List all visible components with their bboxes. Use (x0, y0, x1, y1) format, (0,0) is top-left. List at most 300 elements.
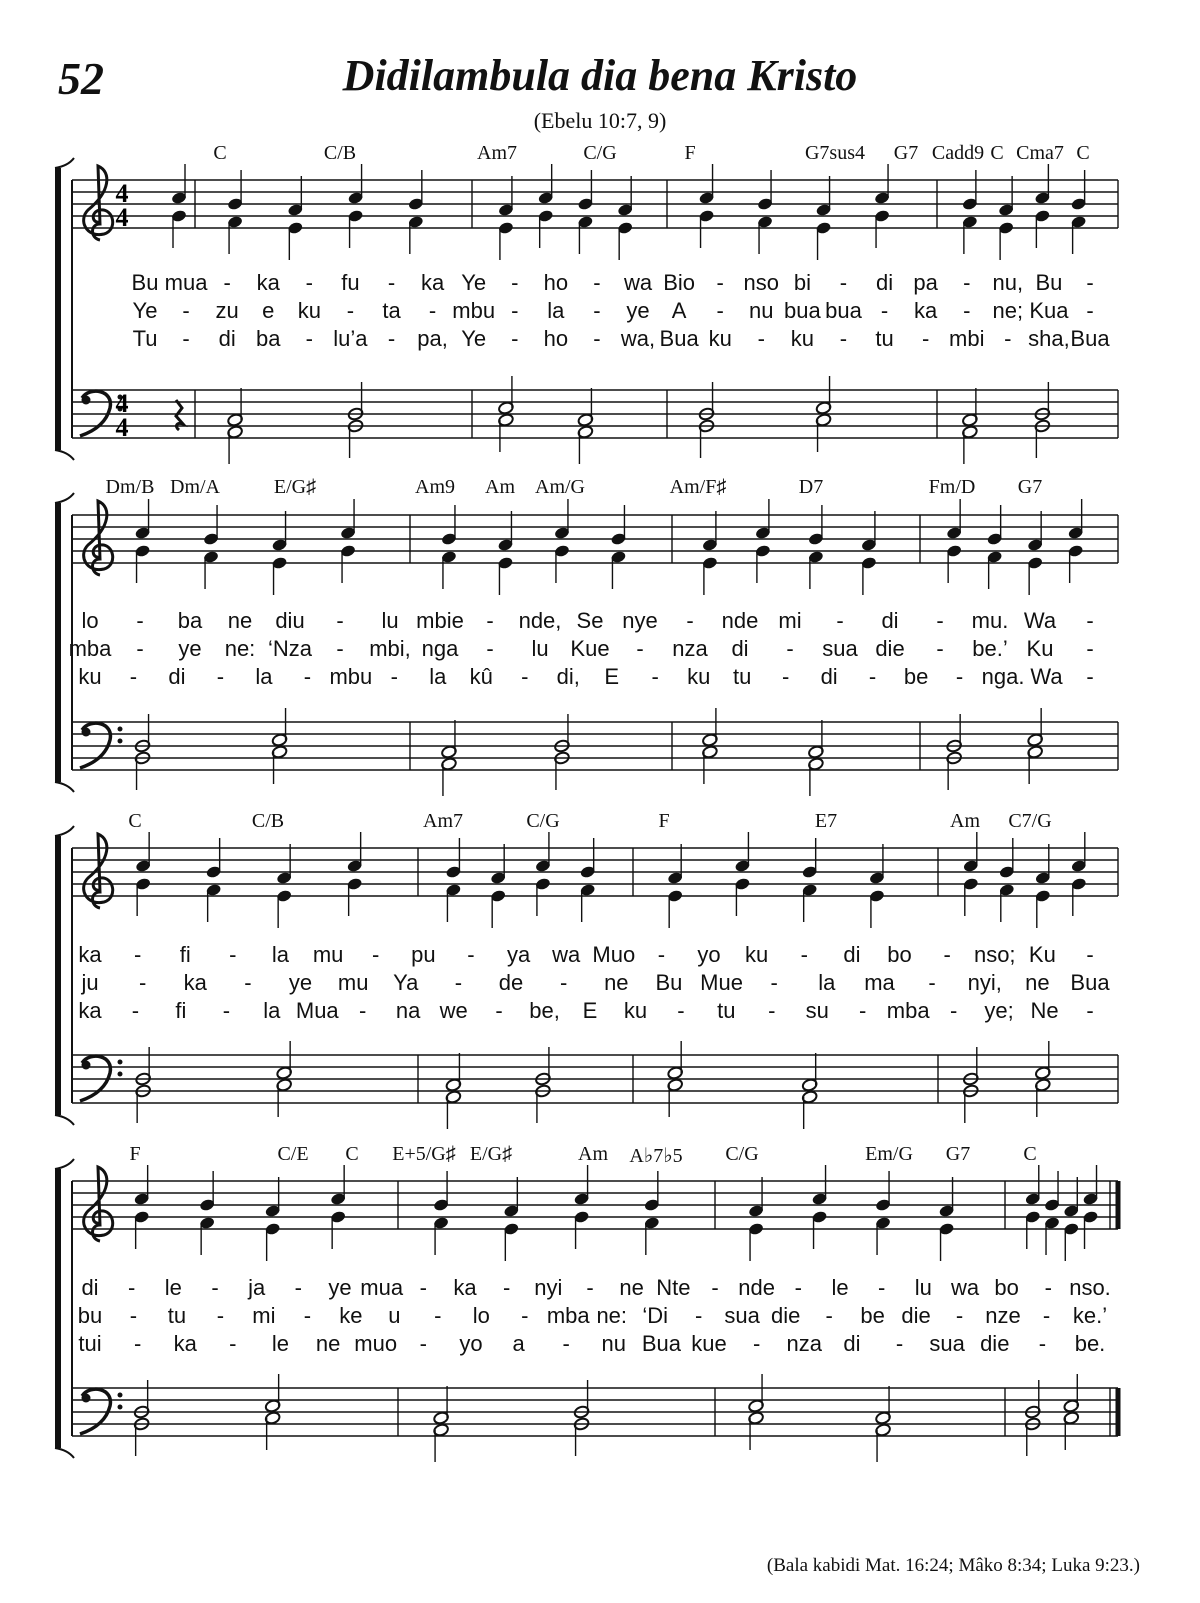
chord-symbol: Am (578, 1143, 608, 1165)
lyric-syllable: tu (875, 326, 894, 351)
lyric-hyphen: - (434, 1303, 442, 1328)
lyric-hyphen: - (839, 270, 848, 295)
lyric-syllable: a (512, 1331, 525, 1356)
lyric-syllable: sha, (1028, 326, 1070, 351)
lyric-hyphen: - (336, 636, 344, 661)
lyric-syllable: di (731, 636, 749, 661)
lyric-syllable: Kua (1029, 298, 1069, 323)
lyric-syllable: Bio (663, 270, 696, 295)
lyric-syllable: ne (604, 970, 629, 995)
time-signature-digit: 4 (115, 179, 129, 208)
lyric-hyphen: - (651, 664, 659, 689)
lyric-syllable: sua (724, 1303, 760, 1328)
lyric-hyphen: - (794, 1275, 802, 1300)
lyric-hyphen: - (138, 970, 147, 995)
lyric-syllable: bu (77, 1303, 103, 1328)
lyric-syllable: be.’ (972, 636, 1008, 661)
lyric-syllable: lu (381, 608, 399, 633)
lyric-hyphen: - (419, 1275, 427, 1300)
lyric-hyphen: - (686, 608, 694, 633)
lyric-syllable: ye (178, 636, 202, 661)
bass-clef-dot (118, 1393, 123, 1398)
lyric-syllable: ye (626, 298, 650, 323)
lyric-hyphen: - (880, 298, 889, 323)
lyric-syllable: di (820, 664, 838, 689)
lyric-hyphen: - (419, 1331, 427, 1356)
lyric-hyphen: - (768, 998, 776, 1023)
lyric-hyphen: - (129, 664, 138, 689)
chord-symbol: C/E (277, 1143, 309, 1165)
lyric-hyphen: - (963, 270, 971, 295)
lyric-hyphen: - (216, 1303, 225, 1328)
lyric-syllable: bua (784, 298, 821, 323)
lyric-syllable: yo (459, 1331, 483, 1356)
lyric-syllable: di (843, 942, 861, 967)
lyric-hyphen: - (1004, 326, 1012, 351)
lyric-syllable: die (770, 1303, 801, 1328)
chord-symbol: F (129, 1143, 141, 1165)
lyric-hyphen: - (955, 1303, 964, 1328)
lyric-hyphen: - (586, 1275, 594, 1300)
treble-clef (84, 1167, 113, 1241)
lyric-hyphen: - (303, 1303, 312, 1328)
lyric-syllable: die (875, 636, 905, 661)
lyric-syllable: ye (328, 1275, 352, 1300)
lyric-hyphen: - (454, 970, 463, 995)
chord-symbol: Am7 (423, 810, 463, 832)
lyric-hyphen: - (943, 942, 951, 967)
lyric-syllable: Mue (700, 970, 743, 995)
lyric-syllable: ku (745, 942, 769, 967)
bass-clef-dot (118, 739, 123, 744)
lyric-syllable: nga. (981, 664, 1025, 689)
lyric-hyphen: - (336, 608, 344, 633)
lyric-syllable: ku (708, 326, 732, 351)
lyric-hyphen: - (560, 970, 568, 995)
lyric-syllable: pa, (417, 326, 448, 351)
lyric-hyphen: - (216, 664, 225, 689)
lyric-hyphen: - (303, 664, 312, 689)
lyric-hyphen: - (305, 326, 314, 351)
lyric-syllable: nu (601, 1331, 627, 1356)
bass-clef-dot (82, 396, 91, 405)
lyric-syllable: Bu (1035, 270, 1063, 295)
lyric-syllable: lo (472, 1303, 490, 1328)
lyric-syllable: Bua (641, 1331, 681, 1356)
lyric-syllable: ba (177, 608, 203, 633)
lyric-syllable: ka (78, 942, 102, 967)
lyric-hyphen: - (131, 998, 140, 1023)
lyric-syllable: ku (687, 664, 711, 689)
lyric-hyphen: - (244, 970, 252, 995)
lyric-syllable: bi (793, 270, 811, 295)
lyric-syllable: bua (825, 298, 862, 323)
lyric-syllable: Ye (132, 298, 158, 323)
lyric-hyphen: - (949, 998, 958, 1023)
lyric-syllable: ne (227, 608, 253, 633)
lyric-syllable: mba (68, 636, 112, 661)
lyric-hyphen: - (677, 998, 685, 1023)
lyric-syllable: ye (288, 970, 313, 995)
chord-symbol: C/G (583, 142, 617, 164)
lyric-hyphen: - (511, 270, 519, 295)
lyric-syllable: nu (749, 298, 774, 323)
treble-clef (84, 166, 113, 240)
lyric-hyphen: - (305, 270, 314, 295)
lyric-syllable: ka (453, 1275, 477, 1300)
lyric-syllable: muo (354, 1331, 398, 1356)
chord-symbol: C/B (323, 142, 357, 164)
lyric-syllable: lo (81, 608, 99, 633)
lyric-syllable: nyi, (967, 970, 1002, 995)
lyric-syllable: ‘Nza (267, 636, 313, 661)
lyric-syllable: ne (1025, 970, 1050, 995)
lyric-syllable: ku (623, 998, 648, 1023)
lyric-syllable: mbu (452, 298, 496, 323)
lyric-syllable: e (262, 298, 275, 323)
lyric-syllable: fi (179, 942, 191, 967)
bass-clef-dot (118, 1405, 123, 1410)
lyric-hyphen: - (716, 298, 724, 323)
lyric-hyphen: - (129, 1303, 138, 1328)
lyric-hyphen: - (486, 636, 494, 661)
lyric-hyphen: - (593, 326, 601, 351)
lyric-syllable: di (218, 326, 236, 351)
lyric-syllable: ke (339, 1303, 363, 1328)
lyric-hyphen: - (593, 270, 601, 295)
lyric-hyphen: - (229, 1331, 237, 1356)
lyric-syllable: ku (790, 326, 815, 351)
treble-clef (84, 501, 113, 575)
lyric-syllable: u (388, 1303, 401, 1328)
lyric-hyphen: - (921, 326, 930, 351)
lyric-syllable: ka (420, 270, 445, 295)
lyric-syllable: Ya (393, 970, 419, 995)
lyric-syllable: fi (175, 998, 187, 1023)
chord-symbol: E/G♯ (273, 476, 317, 498)
lyric-syllable: de (498, 970, 524, 995)
bracket-hook-bottom (55, 1448, 74, 1458)
lyric-syllable: ke.’ (1072, 1303, 1108, 1328)
lyric-syllable: la (818, 970, 836, 995)
lyric-syllable: ne (619, 1275, 644, 1300)
lyric-syllable: ne (315, 1331, 341, 1356)
lyric-hyphen: - (223, 270, 231, 295)
chord-symbol: F (684, 142, 696, 164)
lyric-syllable: ta (382, 298, 401, 323)
lyric-hyphen: - (936, 608, 944, 633)
lyric-syllable: lu (531, 636, 549, 661)
bracket-hook-bottom (55, 782, 74, 792)
lyric-syllable: mba (546, 1303, 590, 1328)
lyric-hyphen: - (786, 636, 794, 661)
lyric-hyphen: - (182, 298, 190, 323)
lyric-hyphen: - (294, 1275, 302, 1300)
lyric-hyphen: - (495, 998, 503, 1023)
lyric-hyphen: - (222, 998, 231, 1023)
lyric-hyphen: - (839, 326, 848, 351)
lyric-syllable: mbie (416, 608, 464, 633)
chord-symbol: E/G♯ (469, 1143, 513, 1165)
hymn-number: 52 (58, 53, 104, 104)
chord-symbol: C (213, 142, 227, 164)
lyric-syllable: be (903, 664, 929, 689)
lyric-syllable: Bu (131, 270, 159, 295)
lyric-syllable: nde (738, 1275, 776, 1300)
lyric-hyphen: - (1086, 298, 1094, 323)
lyric-hyphen: - (895, 1331, 904, 1356)
lyric-syllable: la (263, 998, 281, 1023)
lyric-syllable: ka (78, 998, 102, 1023)
lyric-hyphen: - (1038, 1331, 1047, 1356)
lyric-syllable: mba (886, 998, 930, 1023)
lyric-hyphen: - (1086, 636, 1094, 661)
chord-symbol: C/B (251, 810, 285, 832)
bass-clef-dot (118, 727, 123, 732)
lyric-syllable: di (843, 1331, 861, 1356)
lyric-syllable: yo (697, 942, 721, 967)
lyric-hyphen: - (752, 1331, 761, 1356)
chord-symbol: C (990, 142, 1004, 164)
chord-symbol: Dm/B (105, 476, 155, 498)
lyric-syllable: la (429, 664, 447, 689)
lyric-syllable: pu (411, 942, 436, 967)
lyric-syllable: lu’a (333, 326, 368, 351)
lyric-syllable: Bua (1070, 970, 1110, 995)
chord-symbol: C (1023, 1143, 1037, 1165)
chord-symbol: G7 (893, 142, 919, 164)
lyric-syllable: wa (552, 942, 581, 967)
lyric-syllable: di (81, 1275, 99, 1300)
lyric-hyphen: - (963, 298, 971, 323)
lyric-hyphen: - (521, 664, 529, 689)
lyric-syllable: wa (623, 270, 653, 295)
lyric-hyphen: - (1042, 1303, 1051, 1328)
lyric-syllable: Se (576, 608, 604, 633)
lyric-hyphen: - (825, 1303, 833, 1328)
lyric-syllable: tui (78, 1331, 102, 1356)
lyric-syllable: be, (529, 998, 560, 1023)
chord-symbol: Cma7 (1016, 142, 1064, 164)
chord-symbol: D7 (798, 476, 824, 498)
lyric-syllable: le (831, 1275, 849, 1300)
lyric-hyphen: - (859, 998, 867, 1023)
footnote-references: (Bala kabidi Mat. 16:24; Mâko 8:34; Luka 9:23.) (766, 1555, 1140, 1576)
lyric-syllable: ju (81, 970, 99, 995)
lyric-hyphen: - (229, 942, 237, 967)
lyric-hyphen: - (636, 636, 644, 661)
lyric-hyphen: - (511, 326, 519, 351)
lyric-syllable: Nte (656, 1275, 691, 1300)
lyric-syllable: die (980, 1331, 1010, 1356)
lyric-syllable: mu (337, 970, 369, 995)
lyric-syllable: ne: (224, 636, 256, 661)
lyric-syllable: ka (914, 298, 938, 323)
lyric-hyphen: - (711, 1275, 719, 1300)
chord-symbol: A♭7♭5 (629, 1145, 683, 1167)
lyric-hyphen: - (133, 942, 142, 967)
lyric-syllable: Ye (461, 270, 487, 295)
lyric-syllable: E (604, 664, 620, 689)
lyric-syllable: nso. (1069, 1275, 1111, 1300)
lyric-syllable: Ne (1030, 998, 1059, 1023)
lyric-syllable: la (255, 664, 273, 689)
lyric-hyphen: - (695, 1303, 703, 1328)
lyric-syllable: nde (721, 608, 759, 633)
lyric-hyphen: - (1086, 608, 1094, 633)
lyric-syllable: ku (297, 298, 321, 323)
time-signature-digit: 4 (115, 389, 129, 418)
chord-symbol: Am/F♯ (669, 476, 727, 498)
chord-symbol: Am7 (477, 142, 517, 164)
lyric-syllable: sua (929, 1331, 965, 1356)
lyric-hyphen: - (359, 998, 367, 1023)
bracket-hook-top (55, 158, 74, 168)
bracket-hook-bottom (55, 1115, 74, 1125)
lyric-hyphen: - (428, 298, 437, 323)
chord-symbol: Am (950, 810, 980, 832)
lyric-syllable: Bua (659, 326, 699, 351)
lyric-syllable: die (901, 1303, 931, 1328)
lyric-syllable: Tu (132, 326, 158, 351)
lyric-hyphen: - (521, 1303, 529, 1328)
lyric-hyphen: - (716, 270, 724, 295)
lyric-syllable: Bu (655, 970, 683, 995)
lyric-syllable: ku (78, 664, 102, 689)
lyric-hyphen: - (136, 608, 144, 633)
chord-symbol: G7 (1017, 476, 1043, 498)
chord-symbol: E+5/G♯ (392, 1143, 456, 1165)
lyric-hyphen: - (1044, 1275, 1052, 1300)
lyric-syllable: tu (167, 1303, 187, 1328)
lyric-syllable: mi (252, 1303, 276, 1328)
lyric-hyphen: - (1086, 942, 1094, 967)
bracket-hook-top (55, 493, 74, 503)
lyric-syllable: wa, (620, 326, 656, 351)
lyric-syllable: nso; (973, 942, 1016, 967)
chord-symbol: Fm/D (928, 476, 976, 498)
lyric-syllable: di, (556, 664, 580, 689)
lyric-hyphen: - (390, 664, 399, 689)
lyric-syllable: be (860, 1303, 885, 1328)
lyric-syllable: ho (543, 326, 569, 351)
lyric-hyphen: - (387, 326, 396, 351)
lyric-syllable: la (271, 942, 290, 967)
lyric-syllable: kue (691, 1331, 727, 1356)
lyric-syllable: ya (506, 942, 531, 967)
lyric-syllable: ma (864, 970, 895, 995)
lyric-hyphen: - (467, 942, 475, 967)
lyric-hyphen: - (781, 664, 790, 689)
chord-symbol: G7 (945, 1143, 971, 1165)
lyric-syllable: nga (421, 636, 459, 661)
lyric-syllable: ka (256, 270, 280, 295)
lyric-syllable: nyi (534, 1275, 563, 1300)
lyric-syllable: mu (312, 942, 344, 967)
lyric-syllable: zu (215, 298, 239, 323)
bracket-hook-bottom (55, 450, 74, 460)
lyric-hyphen: - (346, 298, 355, 323)
bass-clef-dot (82, 728, 91, 737)
lyric-hyphen: - (877, 1275, 886, 1300)
lyric-syllable: E (582, 998, 598, 1023)
time-signature-digit: 4 (115, 413, 129, 442)
scripture-reference: (Ebelu 10:7, 9) (533, 108, 667, 133)
lyric-hyphen: - (1086, 998, 1094, 1023)
lyric-syllable: nde, (518, 608, 562, 633)
lyric-hyphen: - (182, 326, 190, 351)
lyric-hyphen: - (928, 970, 936, 995)
lyric-syllable: pa (913, 270, 938, 295)
lyric-syllable: mbu (329, 664, 373, 689)
lyric-hyphen: - (836, 608, 844, 633)
lyric-syllable: su (805, 998, 829, 1023)
lyric-syllable: fu (341, 270, 360, 295)
lyric-syllable: Mua (295, 998, 339, 1023)
lyric-syllable: kû (469, 664, 493, 689)
lyric-hyphen: - (136, 636, 144, 661)
chord-symbol: G7sus4 (804, 142, 866, 164)
chord-symbol: Am (485, 476, 515, 498)
bracket-hook-top (55, 1159, 74, 1169)
lyric-syllable: ja (248, 1275, 266, 1300)
lyric-hyphen: - (757, 326, 765, 351)
bass-clef-dot (82, 1061, 91, 1070)
lyric-hyphen: - (387, 270, 396, 295)
bass-clef-dot (118, 1072, 123, 1077)
lyric-syllable: tu (732, 664, 752, 689)
lyric-hyphen: - (372, 942, 380, 967)
bass-clef-dot (82, 1394, 91, 1403)
lyric-hyphen: - (133, 1331, 142, 1356)
lyric-syllable: ka (183, 970, 207, 995)
chord-symbol: Am9 (415, 476, 455, 498)
chord-symbol: Dm/A (170, 476, 220, 498)
lyric-syllable: we (439, 998, 468, 1023)
time-signature-digit: 4 (115, 203, 129, 232)
lyric-syllable: mua (164, 270, 208, 295)
lyric-syllable: nye (622, 608, 658, 633)
lyric-syllable: le (271, 1331, 290, 1356)
lyric-syllable: nu, (992, 270, 1024, 295)
lyric-hyphen: - (955, 664, 964, 689)
lyric-syllable: Bua (1070, 326, 1110, 351)
lyric-syllable: ‘Di (642, 1303, 669, 1328)
lyric-syllable: Ku (1026, 636, 1054, 661)
lyric-syllable: di (168, 664, 186, 689)
hymn-title: Didilambula dia bena Kristo (342, 51, 858, 100)
lyric-syllable: Ye (461, 326, 487, 351)
lyric-syllable: ne; (992, 298, 1024, 323)
chord-symbol: C (345, 1143, 359, 1165)
lyric-hyphen: - (511, 298, 519, 323)
lyric-syllable: wa (950, 1275, 980, 1300)
chord-symbol: C/G (725, 1143, 759, 1165)
chord-symbol: Cadd9 (931, 142, 985, 164)
lyric-syllable: mbi (949, 326, 985, 351)
lyric-syllable: A (671, 298, 687, 323)
lyric-syllable: lu (914, 1275, 932, 1300)
lyric-hyphen: - (868, 664, 877, 689)
lyric-syllable: nza (786, 1331, 823, 1356)
lyric-syllable: ka (173, 1331, 197, 1356)
lyric-syllable: Ku (1028, 942, 1056, 967)
lyric-syllable: Kue (570, 636, 610, 661)
chord-symbol: E7 (814, 810, 838, 832)
lyric-hyphen: - (1086, 664, 1094, 689)
lyric-syllable: Muo (592, 942, 636, 967)
lyric-syllable: mbi, (369, 636, 411, 661)
